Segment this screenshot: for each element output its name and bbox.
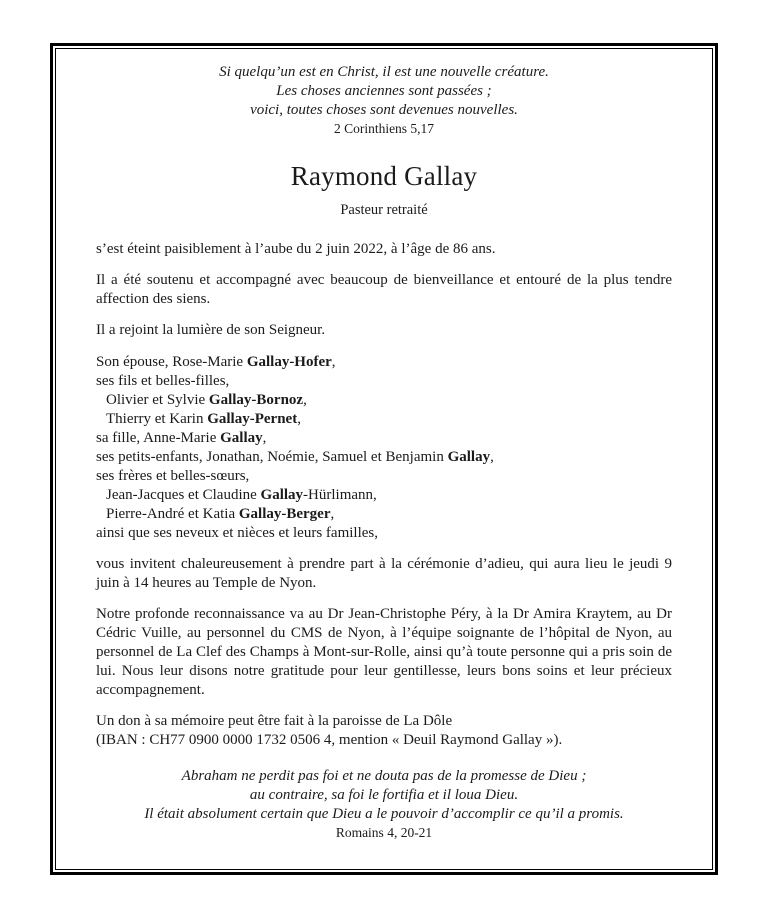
memorial-frame-inner bbox=[55, 48, 713, 870]
deceased-role: Pasteur retraité bbox=[340, 202, 428, 218]
memorial-frame bbox=[50, 43, 718, 875]
family-line: sa fille, Anne-Marie Gallay, bbox=[96, 430, 267, 446]
closing-scripture-lines bbox=[96, 767, 672, 824]
scripture-line: Les choses anciennes sont passées ; bbox=[276, 83, 492, 99]
opening-scripture-lines bbox=[96, 63, 672, 120]
gratitude-paragraph: Notre profonde reconnaissance va au Dr Jean-Christophe Péry, à la Dr Amira Kraytem, au Dr Cédric Vuille, au personnel du CMS de Nyon, à l’équipe soignante de l’hôpital de Nyon, au personnel de La Clef des Champs à Mont-sur-Rolle, ainsi qu’à toute personne qui a pris soin de lui. Nous leur disons notre gratitude pour leur gentillesse, leurs bons soins et leur précieux accompagnement. bbox=[96, 606, 672, 698]
family-line: Olivier et Sylvie Gallay-Bornoz, bbox=[106, 392, 307, 408]
family-line: ses frères et belles-sœurs, bbox=[96, 468, 250, 484]
scripture-line: au contraire, sa foi le fortifia et il loua Dieu. bbox=[249, 787, 519, 803]
family-line: Jean-Jacques et Claudine Gallay-Hürlimann, bbox=[106, 487, 377, 503]
support-paragraph: Il a été soutenu et accompagné avec beaucoup de bienveillance et entouré de la plus tendre affection des siens. bbox=[96, 272, 672, 307]
scripture-line: Si quelqu’un est en Christ, il est une nouvelle créature. bbox=[219, 64, 549, 80]
scripture-line: Abraham ne perdit pas foi et ne douta pas de la promesse de Dieu ; bbox=[181, 768, 587, 784]
donation-line-1: Un don à sa mémoire peut être fait à la paroisse de La Dôle bbox=[96, 713, 453, 729]
deceased-name: Raymond Gallay bbox=[290, 161, 478, 191]
family-line: ainsi que ses neveux et nièces et leurs familles, bbox=[96, 525, 378, 541]
donation-line-2: (IBAN : CH77 0900 0000 1732 0506 4, mention « Deuil Raymond Gallay »). bbox=[96, 732, 563, 748]
scripture-line: voici, toutes choses sont devenues nouvelles. bbox=[250, 102, 518, 118]
scripture-line: Il était absolument certain que Dieu a le pouvoir d’accomplir ce qu’il a promis. bbox=[144, 806, 624, 822]
opening-scripture bbox=[96, 63, 672, 138]
faith-paragraph: Il a rejoint la lumière de son Seigneur. bbox=[96, 322, 326, 338]
family-list bbox=[96, 353, 672, 543]
family-line: Pierre-André et Katia Gallay-Berger, bbox=[106, 506, 335, 522]
closing-scripture-reference: Romains 4, 20-21 bbox=[335, 825, 433, 840]
family-line: ses petits-enfants, Jonathan, Noémie, Samuel et Benjamin Gallay, bbox=[96, 449, 494, 465]
donation-block bbox=[96, 712, 672, 750]
family-line: Son épouse, Rose-Marie Gallay-Hofer, bbox=[96, 354, 336, 370]
death-announcement: s’est éteint paisiblement à l’aube du 2 juin 2022, à l’âge de 86 ans. bbox=[96, 241, 496, 257]
closing-scripture bbox=[96, 767, 672, 842]
family-line: Thierry et Karin Gallay-Pernet, bbox=[106, 411, 301, 427]
invitation-paragraph: vous invitent chaleureusement à prendre part à la cérémonie d’adieu, qui aura lieu le jeudi 9 juin à 14 heures au Temple de Nyon. bbox=[96, 556, 672, 591]
family-line: ses fils et belles-filles, bbox=[96, 373, 230, 389]
opening-scripture-reference: 2 Corinthiens 5,17 bbox=[333, 121, 435, 136]
